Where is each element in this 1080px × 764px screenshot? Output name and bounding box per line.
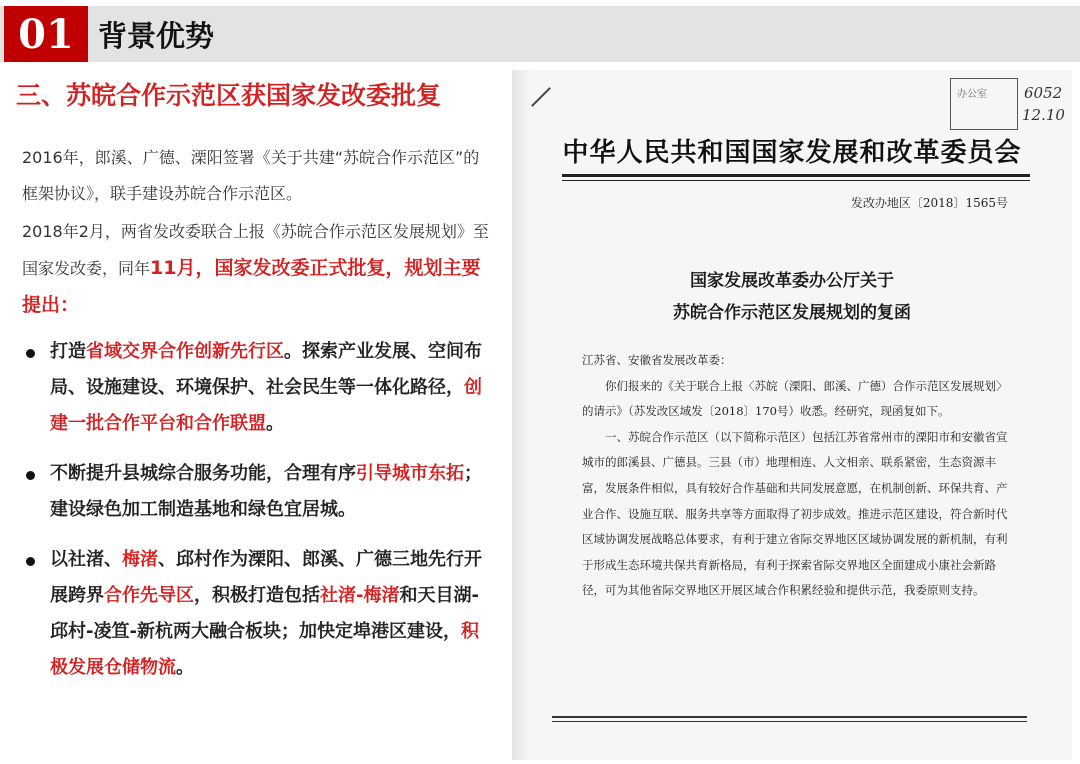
paragraph-2-text: 2018年2月，两省发改委联合上报《苏皖合作示范区发展规划》至国家发改委，同年 xyxy=(22,222,489,278)
bullet-2-text-b: ；建设绿色加工制造基地和绿色宜居城。 xyxy=(50,463,482,520)
document-paragraph-1: 你们报来的《关于联合上报〈苏皖（溧阳、郎溪、广德）合作示范区发展规划〉的请示》（苏发改区域发〔2018〕170号）收悉。经研究，现函复如下。 xyxy=(582,378,1008,419)
issuer-rule-thin xyxy=(562,180,1030,181)
bullet-3-highlight-b: 合作先导区 xyxy=(104,585,194,606)
bullet-3-text-e: 。 xyxy=(176,657,194,678)
bullet-3-text-a: 以社渚、 xyxy=(50,549,122,570)
section-number: 01 xyxy=(4,6,88,62)
footer-rule-thin xyxy=(552,721,1027,722)
bullet-3-text-d: 和天目湖-邱村-凌笪-新杭两大融合板块；加快定埠港区建设， xyxy=(50,585,479,642)
bullet-3-highlight-d: 积极发展仓储物流 xyxy=(50,621,479,678)
scanned-document xyxy=(512,70,1072,760)
scan-edge-shadow xyxy=(512,70,530,760)
bullet-dot-icon xyxy=(26,471,35,480)
footer-rule-thick xyxy=(552,716,1027,718)
text-column xyxy=(22,140,492,700)
bullet-item-2 xyxy=(22,456,492,528)
document-body xyxy=(582,348,1012,604)
bullet-item-3 xyxy=(22,542,492,686)
pen-mark xyxy=(531,87,551,107)
document-number: 发改办地区〔2018〕1565号 xyxy=(850,196,1008,210)
document-title-line-1: 国家发展改革委办公厅关于 xyxy=(690,271,894,291)
handwritten-date: 12.10 xyxy=(1022,106,1065,124)
bullet-1-text-c: 。 xyxy=(266,413,284,434)
bullet-3-highlight-c: 社渚-梅渚 xyxy=(320,585,400,606)
issuer-rule-thick xyxy=(562,174,1030,177)
bullet-1-highlight-b: 创建一批合作平台和合作联盟 xyxy=(50,377,482,434)
paragraph-2 xyxy=(22,214,492,324)
paragraph-1: 2016年，郎溪、广德、溧阳签署《关于共建“苏皖合作示范区”的框架协议》，联手建设苏皖合作示范区。 xyxy=(22,148,480,203)
bullet-item-1 xyxy=(22,334,492,442)
bullet-3-highlight-a: 梅渚 xyxy=(122,549,158,570)
bullet-1-highlight-a: 省域交界合作创新先行区 xyxy=(86,341,284,362)
handwritten-number: 6052 xyxy=(1024,84,1063,102)
paragraph-2-highlight: 11月，国家发改委正式批复，规划主要提出： xyxy=(22,257,481,316)
document-salutation: 江苏省、安徽省发展改革委： xyxy=(582,353,732,367)
stamp-text: 办公室 xyxy=(957,89,987,100)
bullet-3-text-b: 、邱村作为溧阳、郎溪、广德三地先行开展跨界 xyxy=(50,549,482,606)
bullet-dot-icon xyxy=(26,557,35,566)
slide-subtitle: 三、苏皖合作示范区获国家发改委批复 xyxy=(16,81,442,110)
bullet-list xyxy=(22,334,492,686)
bullet-2-text-a: 不断提升县城综合服务功能，合理有序 xyxy=(50,463,356,484)
section-title: 背景优势 xyxy=(98,18,215,53)
document-paragraph-2: 一、苏皖合作示范区（以下简称示范区）包括江苏省常州市的溧阳市和安徽省宣城市的郎溪县、广德县。三县（市）地理相连、人文相亲、联系紧密，生态资源丰富，发展条件相似，具有较好合作基础和共同发展意愿，在机制创新、环保共育、产业合作、设施互联、服务共享等方面取得了初步成效。推进示范区建设，符合新时代区域协调发展战略总体要求，有利于建立省际交界地区区域协调发展的新机制，有利于形成生态环境共保共育新格局，有利于探索省际交界地区全面建成小康社会新路径，可为其他省际交界地区开展区域合作积累经验和提供示范，我委原则支持。 xyxy=(582,429,1008,598)
document-issuer: 中华人民共和国国家发展和改革委员会 xyxy=(562,138,1022,168)
bullet-dot-icon xyxy=(26,349,35,358)
bullet-2-highlight-a: 引导城市东拓 xyxy=(356,463,464,484)
receipt-stamp xyxy=(950,78,1018,130)
bullet-1-text-b: 。探索产业发展、空间布局、设施建设、环境保护、社会民生等一体化路径， xyxy=(50,341,482,398)
bullet-3-text-c: ，积极打造包括 xyxy=(194,585,320,606)
bullet-1-text-a: 打造 xyxy=(50,341,86,362)
document-title-line-2: 苏皖合作示范区发展规划的复函 xyxy=(673,303,911,323)
